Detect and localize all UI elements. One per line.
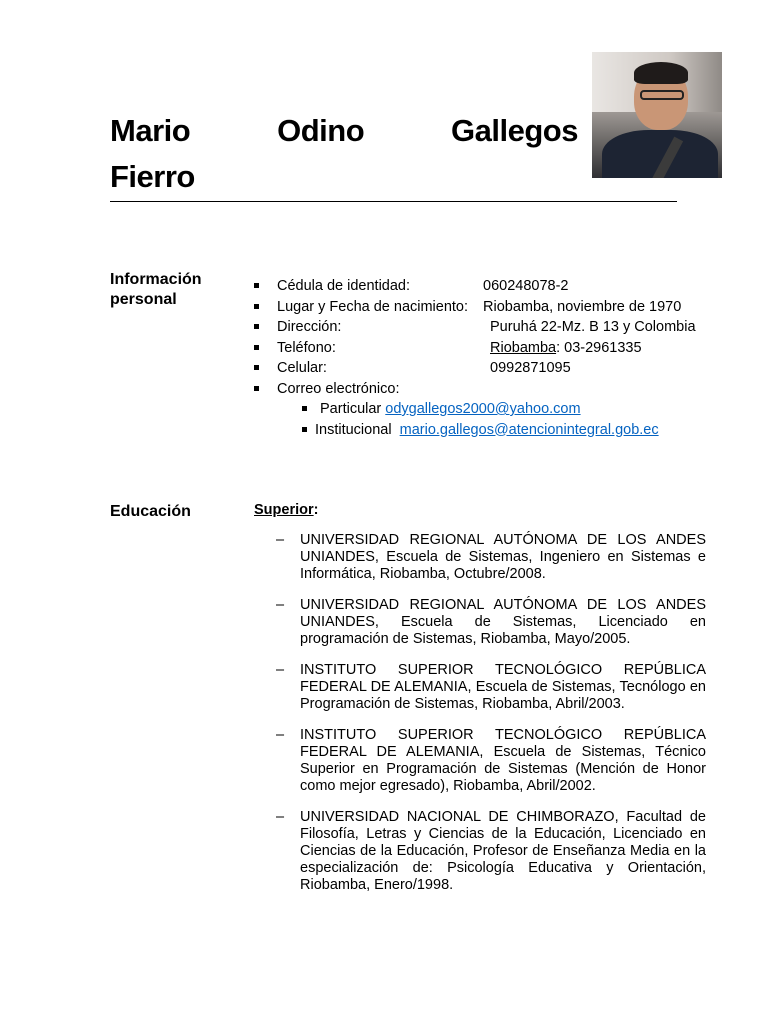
education-text: UNIVERSIDAD REGIONAL AUTÓNOMA DE LOS ANDES UNIANDES, Escuela de Sistemas, Ingeniero en Sistemas e Informática, Riobamba, Octubre/2008. xyxy=(300,532,706,582)
education-list xyxy=(276,532,706,908)
square-bullet-icon xyxy=(254,324,259,329)
list-item xyxy=(252,338,712,359)
square-bullet-icon xyxy=(302,406,307,411)
section-label-personal: Información personal xyxy=(110,271,202,308)
superior-label: Superior xyxy=(254,502,314,518)
email-label: Institucional xyxy=(315,421,392,438)
education-item xyxy=(276,727,706,795)
dash-bullet-icon: – xyxy=(276,662,285,678)
square-bullet-icon xyxy=(254,283,259,288)
dash-bullet-icon: – xyxy=(276,597,285,613)
field-value: 0992871095 xyxy=(490,360,571,376)
education-text: UNIVERSIDAD NACIONAL DE CHIMBORAZO, Facultad de Filosofía, Letras y Ciencias de la Educación, Licenciado en Ciencias de la Educación, Profesor de Enseñanza Media en la especialización de: Psicología Educativa y Orientación, Riobamba, Enero/1998. xyxy=(300,809,706,893)
email-item xyxy=(252,420,712,441)
person-photo xyxy=(592,52,722,178)
list-item xyxy=(252,276,712,297)
superior-colon: : xyxy=(313,502,319,518)
phone-city: Riobamba xyxy=(490,339,557,356)
header-divider xyxy=(110,201,677,202)
square-bullet-icon xyxy=(254,345,259,350)
email-list xyxy=(277,399,712,440)
name-second-surname: Fierro xyxy=(110,159,195,194)
education-item xyxy=(276,809,706,894)
education-text: INSTITUTO SUPERIOR TECNOLÓGICO REPÚBLICA FEDERAL DE ALEMANIA, Escuela de Sistemas, Técnico Superior en Programación de Sistemas (Mención de Honor como mejor egresado), Riobamba, Abril/2002. xyxy=(300,727,706,794)
education-item xyxy=(276,597,706,648)
field-value: 060248078-2 xyxy=(483,278,569,294)
name-middle: Odino xyxy=(277,113,365,148)
dash-bullet-icon: – xyxy=(276,727,285,743)
square-bullet-icon xyxy=(254,304,259,309)
education-item xyxy=(276,532,706,583)
dash-bullet-icon: – xyxy=(276,809,285,825)
name-surname: Gallegos xyxy=(451,113,578,148)
superior-heading xyxy=(254,500,318,520)
email-link-institutional[interactable]: mario.gallegos@atencionintegral.gob.ec xyxy=(399,421,659,438)
list-item xyxy=(252,379,712,441)
education-text: UNIVERSIDAD REGIONAL AUTÓNOMA DE LOS ANDES UNIANDES, Escuela de Sistemas, Licenciado en programación de Sistemas, Riobamba, Mayo/2005. xyxy=(300,597,706,647)
field-label: Cédula de identidad: xyxy=(277,278,411,294)
field-value xyxy=(490,338,712,359)
field-label: Lugar y Fecha de nacimiento: xyxy=(277,298,469,315)
dash-bullet-icon: – xyxy=(276,532,285,548)
section-label-education: Educación xyxy=(110,503,191,520)
phone-number: : 03-2961335 xyxy=(556,339,642,356)
field-label: Dirección: xyxy=(277,319,342,335)
square-bullet-icon xyxy=(254,386,259,391)
list-item xyxy=(252,297,712,318)
square-bullet-icon xyxy=(254,365,259,370)
email-item xyxy=(252,399,712,420)
field-value: Riobamba, noviembre de 1970 xyxy=(483,298,682,315)
field-label: Teléfono: xyxy=(277,339,336,356)
field-value: Puruhá 22-Mz. B 13 y Colombia xyxy=(490,319,696,335)
name-first: Mario xyxy=(110,113,191,148)
education-item xyxy=(276,662,706,713)
field-label: Celular: xyxy=(277,360,327,376)
education-text: INSTITUTO SUPERIOR TECNOLÓGICO REPÚBLICA FEDERAL DE ALEMANIA, Escuela de Sistemas, Tecnólogo en Programación de Sistemas, Riobamba, Abril/2003. xyxy=(300,662,706,712)
cv-name-heading xyxy=(110,108,578,200)
list-item xyxy=(252,358,712,379)
personal-info-list xyxy=(252,276,712,440)
email-label: Particular xyxy=(320,401,382,417)
list-item xyxy=(252,317,712,338)
email-link-personal[interactable]: odygallegos2000@yahoo.com xyxy=(385,401,581,417)
field-label: Correo electrónico: xyxy=(277,380,400,397)
square-bullet-icon xyxy=(302,427,307,432)
